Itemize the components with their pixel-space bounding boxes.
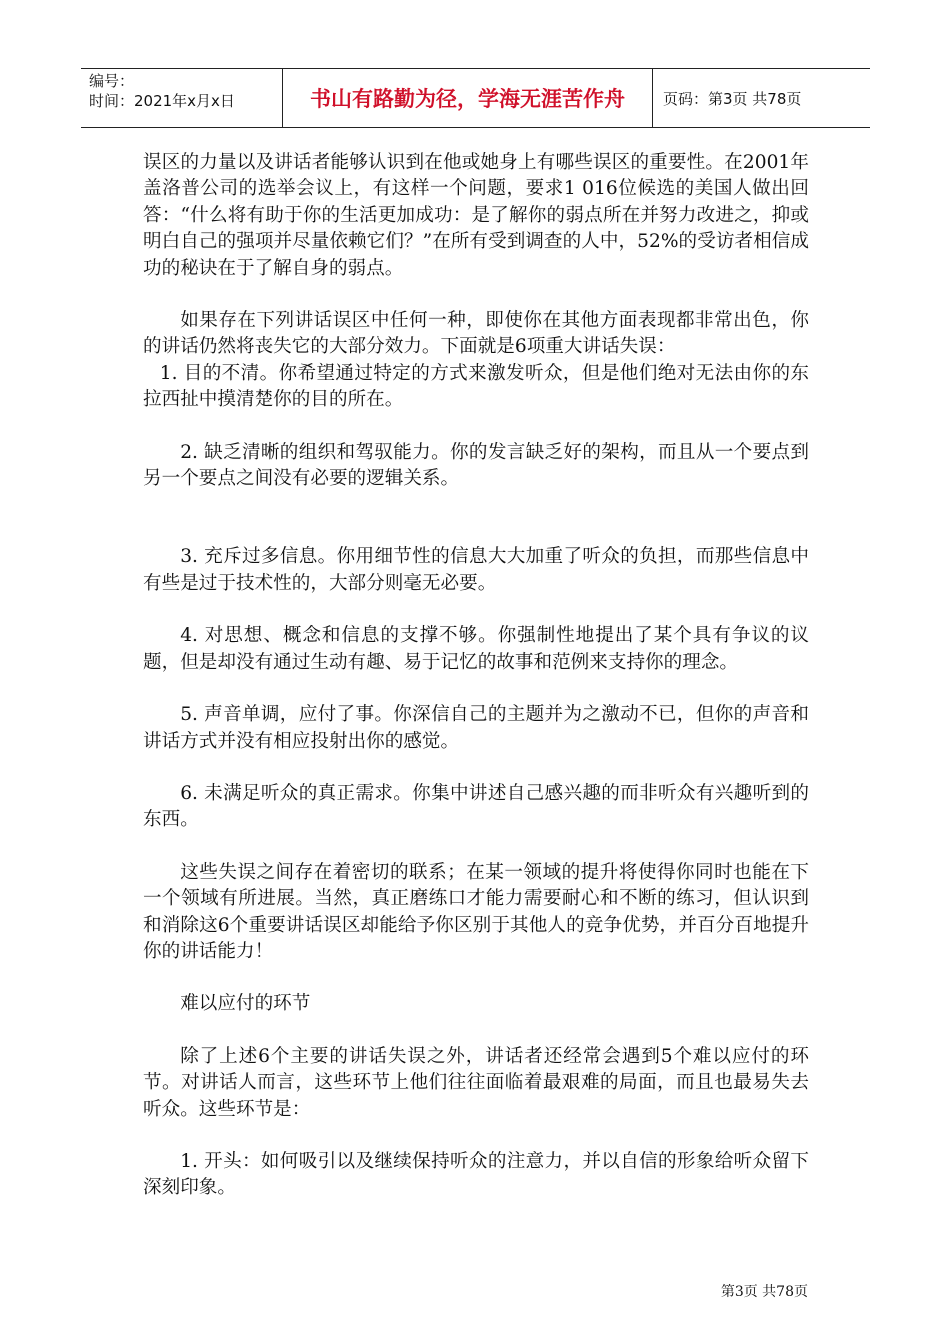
number-label: 编号： [89,72,135,90]
list-item: 3. 充斥过多信息。你用细节性的信息大大加重了听众的负担，而那些信息中有些是过于技术性的，大部分则毫无必要。 [143,546,809,594]
page-footer: 第3页 共78页 [720,1284,808,1300]
paragraph: 除了上述6个主要的讲话失误之外，讲话者还经常会遇到5个难以应付的环节。对讲话人而言，这些环节上他们往往面临着最艰难的局面，而且也最易失去听众。这些环节是： [143,1045,809,1120]
list-item: 1. 目的不清。你希望通过特定的方式来激发听众，但是他们绝对无法由你的东拉西扯中摸清楚你的目的所在。 [143,362,809,411]
page-header [81,68,870,128]
document-body [143,150,809,1202]
header-motto: 书山有路勤为径，学海无涯苦作舟 [282,69,653,127]
header-meta [81,69,282,127]
list-item: 6. 未满足听众的真正需求。你集中讲述自己感兴趣的而非听众有兴趣听到的东西。 [143,782,809,831]
paragraph: 误区的力量以及讲话者能够认识到在他或她身上有哪些误区的重要性。在2001年盖洛普公司的选举会议上，有这样一个问题，要求1 016位候选的美国人做出回答：“什么将有助于你的生活更加成功：是了解你的弱点所在并努力改进之，抑或明白自己的强项并尽量依赖它们？”在所有受到调查的人中，52%的受访者相信成功的秘诀在于了解自身的弱点。 [143,152,809,279]
paragraph: 这些失误之间存在着密切的联系；在某一领域的提升将使得你同时也能在下一个领域有所进展。当然，真正磨练口才能力需要耐心和不断的练习，但认识到和消除这6个重要讲话误区却能给予你区别于其他人的竞争优势，并百分百地提升你的讲话能力！ [143,861,809,962]
paragraph: 如果存在下列讲话误区中任何一种，即使你在其他方面表现都非常出色，你的讲话仍然将丧失它的大部分效力。下面就是6项重大讲话失误： [143,310,809,358]
time-label: 时间：2021年x月x日 [89,92,235,110]
list-item: 4. 对思想、概念和信息的支撑不够。你强制性地提出了某个具有争议的议题，但是却没有通过生动有趣、易于记忆的故事和范例来支持你的理念。 [143,625,809,673]
list-item: 2. 缺乏清晰的组织和驾驭能力。你的发言缺乏好的架构，而且从一个要点到另一个要点之间没有必要的逻辑关系。 [143,441,809,490]
list-item: 1. 开头：如何吸引以及继续保持听众的注意力，并以自信的形象给听众留下深刻印象。 [143,1150,809,1199]
list-item: 5. 声音单调，应付了事。你深信自己的主题并为之激动不已，但你的声音和讲话方式并没有相应投射出你的感觉。 [143,704,809,752]
header-page-number: 页码：第3页 共78页 [663,89,802,108]
section-heading: 难以应付的环节 [180,993,311,1015]
